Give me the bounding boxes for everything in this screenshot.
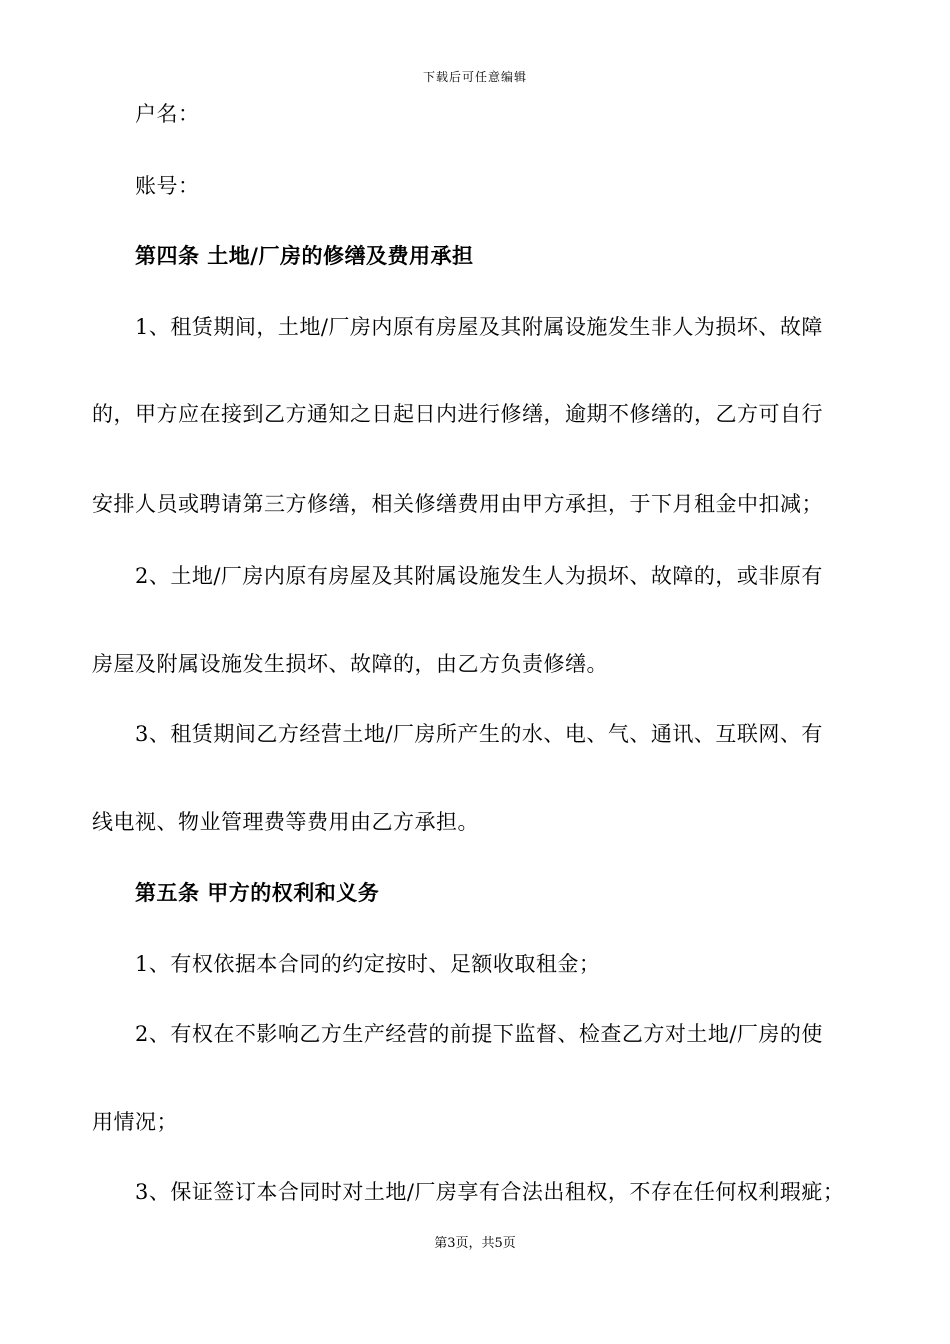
article-4-clause-1-line-3: 安排人员或聘请第三方修缮，相关修缮费用由甲方承担，于下月租金中扣减；: [92, 492, 823, 516]
article-5-clause-2-line-1: 2、有权在不影响乙方生产经营的前提下监督、检查乙方对土地/厂房的使: [135, 1022, 823, 1046]
article-5-clause-1: 1、有权依据本合同的约定按时、足额收取租金；: [135, 952, 601, 976]
article-4-clause-3-line-1: 3、租赁期间乙方经营土地/厂房所产生的水、电、气、通讯、互联网、有: [135, 722, 823, 746]
article-5-clause-3: 3、保证签订本合同时对土地/厂房享有合法出租权，不存在任何权利瑕疵；: [135, 1180, 845, 1204]
page-header: 下载后可任意编辑: [422, 70, 527, 84]
account-number-line: 账号：: [135, 174, 200, 198]
article-4-clause-1-line-1: 1、租赁期间，土地/厂房内原有房屋及其附属设施发生非人为损坏、故障: [135, 315, 823, 339]
article-4-clause-2-line-2: 房屋及附属设施发生损坏、故障的，由乙方负责修缮。: [92, 652, 608, 676]
article-4-clause-3-line-2: 线电视、物业管理费等费用由乙方承担。: [92, 810, 479, 834]
article-4-heading: 第四条 土地/厂房的修缮及费用承担: [135, 243, 474, 268]
article-4-clause-1-line-2: 的，甲方应在接到乙方通知之日起日内进行修缮，逾期不修缮的，乙方可自行: [92, 402, 823, 426]
article-4-clause-2-line-1: 2、土地/厂房内原有房屋及其附属设施发生人为损坏、故障的，或非原有: [135, 564, 823, 588]
article-5-heading: 第五条 甲方的权利和义务: [135, 880, 380, 905]
article-5-clause-2-line-2: 用情况；: [92, 1110, 178, 1134]
page-footer: 第3页，共5页: [434, 1236, 516, 1251]
account-name-line: 户名：: [135, 102, 200, 126]
